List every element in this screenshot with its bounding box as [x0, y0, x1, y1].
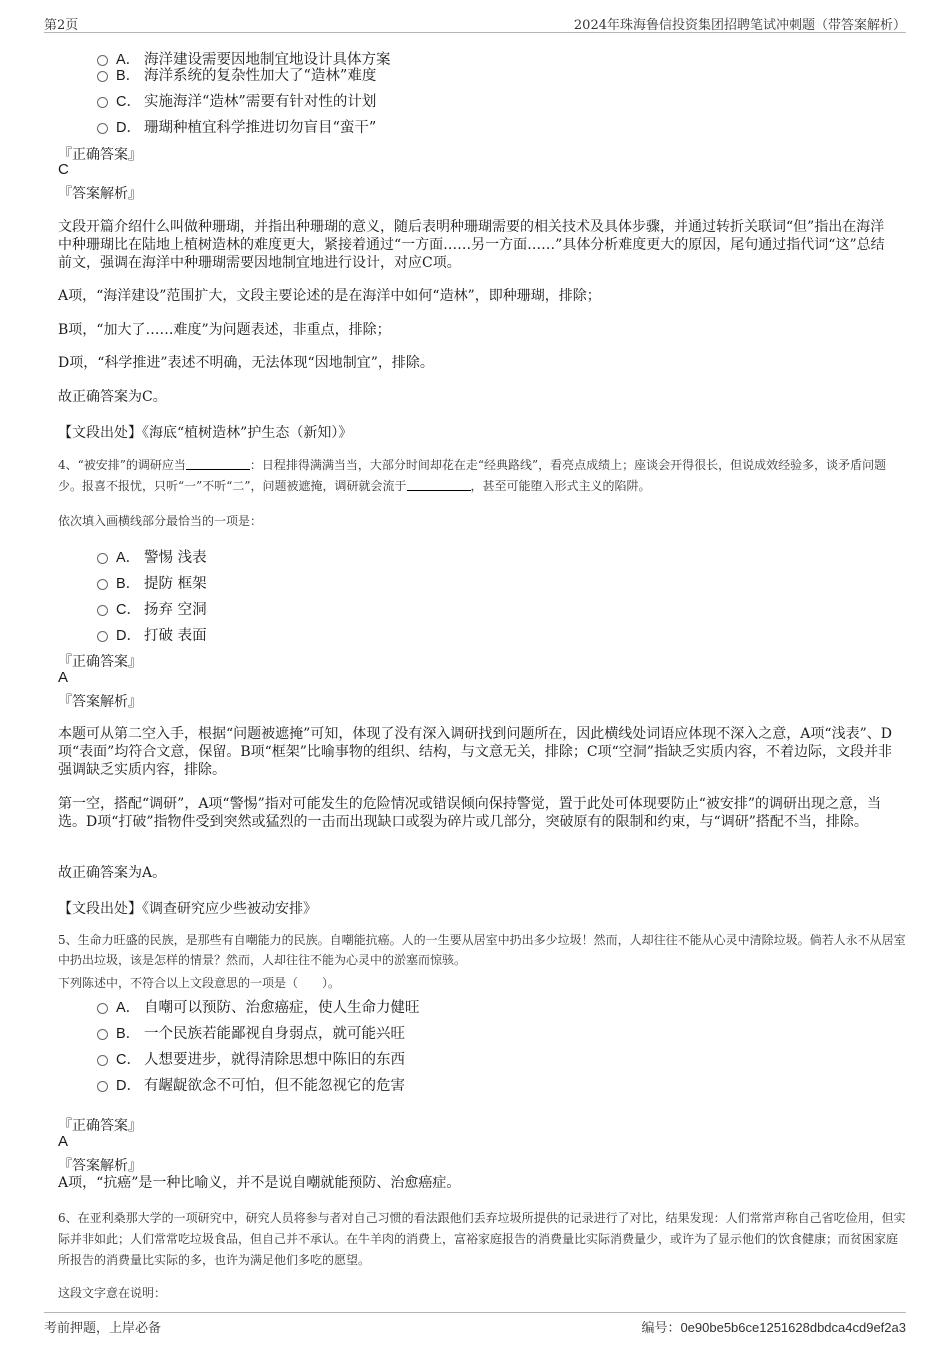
- q3-analysis-2: A项，“海洋建设”范围扩大，文段主要论述的是在海洋中如何“造林”，即种珊瑚，排除；: [58, 288, 601, 304]
- q4-source: 【文段出处】《调查研究应少些被动安排》: [58, 901, 317, 917]
- radio-icon[interactable]: [97, 1029, 108, 1040]
- q4-prompt: 依次填入画横线部分最恰当的一项是：: [58, 514, 263, 528]
- q3-analysis-1: 文段开篇介绍什么叫做种珊瑚，并指出种珊瑚的意义，随后表明种珊瑚需要的相关技术及具体步骤，并通过转折关联词“但”指出在海洋中种珊瑚比在陆地上植树造林的难度更大，紧接着通过“一方面……另一方面……”具体分析难度更大的原因，尾句通过指代词“这”总结前文，强调在海洋中种珊瑚需要因地制宜地进行设计，对应C项。: [58, 219, 885, 271]
- page-number: 第2页: [44, 18, 79, 33]
- q5-option-c[interactable]: C． 人想要进步，就得清除思想中陈旧的东西: [97, 1048, 405, 1069]
- radio-icon[interactable]: [97, 123, 108, 134]
- q3-option-d[interactable]: D． 珊瑚种植宜科学推进切勿盲目“蛮干”: [97, 116, 376, 137]
- q5-analysis: A项，“抗癌”是一种比喻义，并不是说自嘲就能预防、治愈癌症。: [58, 1175, 461, 1191]
- q3-analysis-3: B项，“加大了……难度”为问题表述，非重点，排除；: [58, 322, 391, 338]
- radio-icon[interactable]: [97, 97, 108, 108]
- q4-option-a[interactable]: A． 警惕 浅表: [97, 546, 207, 567]
- radio-icon[interactable]: [97, 579, 108, 590]
- blank-line: [186, 457, 250, 470]
- analysis-label: 『答案解析』: [58, 186, 142, 202]
- q5-text: 5、生命力旺盛的民族，是那些有自嘲能力的民族。自嘲能抗癌。人的一生要从居室中扔出多少垃圾！然而，人却往往不能从心灵中清除垃圾。倘若人永不从居室中扔出垃圾，该是怎样的情景？然而，人却往往不能为心灵中的淤塞而惊骇。: [58, 933, 906, 967]
- q5-answer: A: [58, 1133, 69, 1150]
- q4-option-b[interactable]: B． 提防 框架: [97, 572, 207, 593]
- blank-line: [407, 478, 471, 491]
- correct-answer-label: 『正确答案』: [58, 1118, 142, 1134]
- q6-prompt: 这段文字意在说明：: [58, 1286, 167, 1300]
- correct-answer-label: 『正确答案』: [58, 147, 142, 163]
- page-header: [44, 12, 906, 33]
- correct-answer-label: 『正确答案』: [58, 654, 142, 670]
- q5-prompt: 下列陈述中，不符合以上文段意思的一项是（ ）。: [58, 976, 341, 990]
- radio-icon[interactable]: [97, 605, 108, 616]
- radio-icon[interactable]: [97, 1081, 108, 1092]
- q4-analysis-1: 本题可从第二空入手，根据“问题被遮掩”可知，体现了没有深入调研找到问题所在，因此横线处词语应体现不深入之意，A项“浅表”、D项“表面”均符合文意，保留。B项“框架”比喻事物的组织、结构，与文意无关，排除；C项“空洞”指缺乏实质内容，不着边际，文段并非强调缺乏实质内容，排除。: [58, 726, 892, 778]
- page-footer: [44, 1312, 906, 1337]
- q4-analysis-3: 故正确答案为A。: [58, 865, 167, 881]
- q5-option-b[interactable]: B． 一个民族若能鄙视自身弱点，就可能兴旺: [97, 1022, 405, 1043]
- radio-icon[interactable]: [97, 1055, 108, 1066]
- document-title: 2024年珠海鲁信投资集团招聘笔试冲刺题（带答案解析）: [573, 18, 906, 33]
- q4-analysis-2: 第一空，搭配“调研”，A项“警惕”指对可能发生的危险情况或错误倾向保持警觉，置于此处可体现要防止“被安排”的调研出现之意，当选。D项“打破”指物件受到突然或猛烈的一击而出现缺口或裂为碎片或几部分，突破原有的限制和约束，与“调研”搭配不当，排除。: [58, 796, 882, 830]
- q4-text: 4、“被安排”的调研应当 ：日程排得满满当当，大部分时间却花在走“经典路线”，看亮点成绩上；座谈会开得很长，但说成效经验多，谈矛盾问题少。报喜不报忧，只听“一”不听“二”，问题被遮掩，调研就会流于 ，甚至可能堕入形式主义的陷阱。: [58, 458, 887, 493]
- document-id: 编号：0e90be5b6ce1251628dbdca4cd9ef2a3: [641, 1320, 906, 1335]
- q3-answer: C: [58, 161, 69, 178]
- radio-icon[interactable]: [97, 1003, 108, 1014]
- radio-icon[interactable]: [97, 71, 108, 82]
- q3-source: 【文段出处】《海底“植树造林”护生态（新知）》: [58, 425, 353, 441]
- q6-text: 6、在亚利桑那大学的一项研究中，研究人员将参与者对自己习惯的看法跟他们丢弃垃圾所提供的记录进行了对比，结果发现：人们常常声称自己省吃俭用，但实际并非如此；人们常常吃垃圾食品，但自己并不承认。在牛羊肉的消费上，富裕家庭报告的消费量比实际消费量少，或许为了显示他们的饮食健康；而贫困家庭所报告的消费量比实际的多，也许为满足他们多吃的愿望。: [58, 1211, 906, 1267]
- q3-option-a[interactable]: A． 海洋建设需要因地制宜地设计具体方案: [97, 48, 391, 69]
- q5-option-a[interactable]: A． 自嘲可以预防、治愈癌症，使人生命力健旺: [97, 996, 420, 1017]
- q5-option-d[interactable]: D． 有龌龊欲念不可怕，但不能忽视它的危害: [97, 1074, 405, 1095]
- analysis-label: 『答案解析』: [58, 1158, 142, 1174]
- q3-analysis-4: D项，“科学推进”表述不明确，无法体现“因地制宜”，排除。: [58, 355, 434, 371]
- q4-option-c[interactable]: C． 扬弃 空洞: [97, 598, 207, 619]
- q4-option-d[interactable]: D． 打破 表面: [97, 624, 207, 645]
- footer-slogan: 考前押题，上岸必备: [44, 1321, 162, 1336]
- analysis-label: 『答案解析』: [58, 694, 142, 710]
- q3-option-b[interactable]: B． 海洋系统的复杂性加大了“造林”难度: [97, 64, 376, 85]
- q4-answer: A: [58, 669, 69, 686]
- q3-option-c[interactable]: C． 实施海洋“造林”需要有针对性的计划: [97, 90, 376, 111]
- radio-icon[interactable]: [97, 553, 108, 564]
- q3-analysis-5: 故正确答案为C。: [58, 389, 167, 405]
- radio-icon[interactable]: [97, 631, 108, 642]
